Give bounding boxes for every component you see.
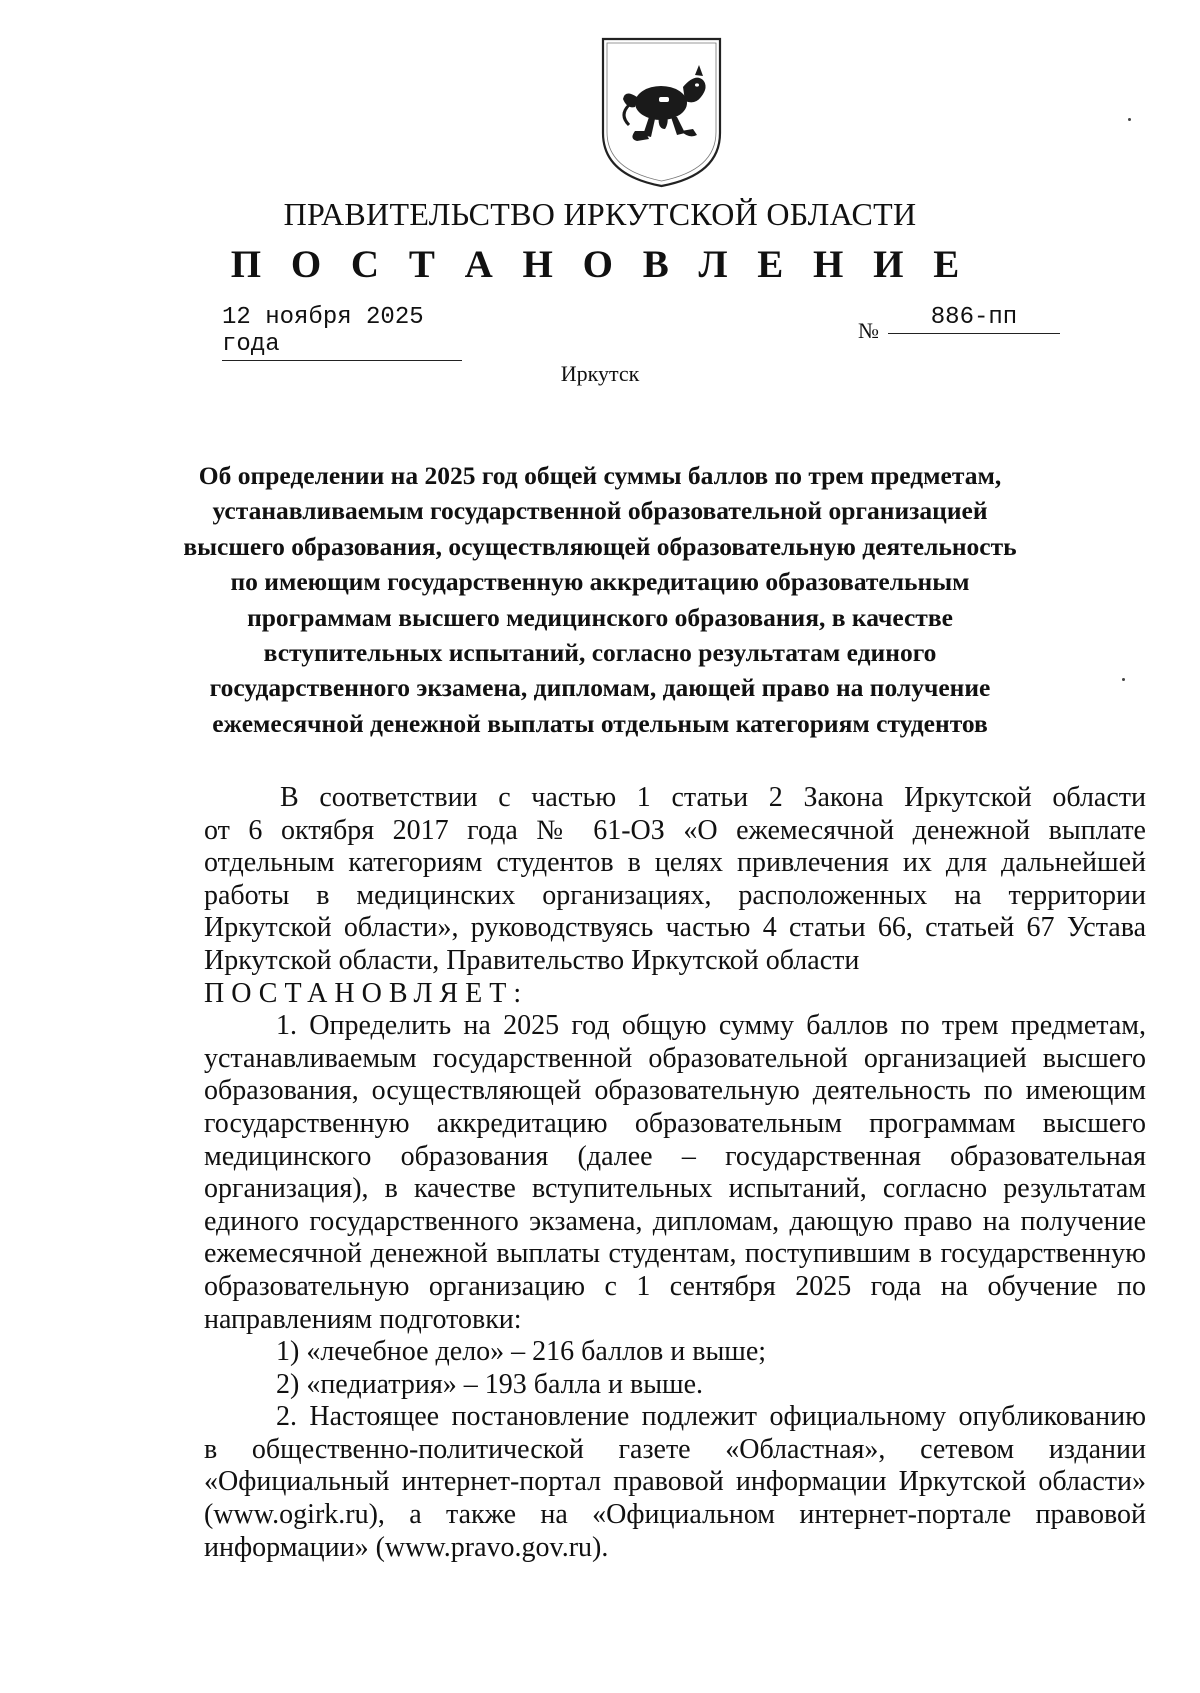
item-2-line: «Официальный интернет-портал правовой информации Иркутской области» bbox=[204, 1466, 1146, 1498]
item-1-line: ежемесячной денежной выплаты студентам, поступившим в государственную bbox=[204, 1238, 1146, 1270]
item-2-line: информации» (www.pravo.gov.ru). bbox=[204, 1531, 609, 1563]
preamble-line: от 6 октября 2017 года № 61-ОЗ «О ежемесячной денежной выплате bbox=[204, 814, 1146, 846]
item-1-line: образования, осуществляющей образовательную деятельность по имеющим bbox=[204, 1075, 1146, 1107]
item-1-line: образовательную организацию с 1 сентября 2025 года на обучение по bbox=[204, 1270, 1146, 1302]
preamble-paragraph bbox=[204, 782, 1146, 978]
item-1-line: организация), в качестве вступительных испытаний, согласно результатам bbox=[204, 1173, 1146, 1205]
subitem-medical: 1) «лечебное дело» – 216 баллов и выше; bbox=[276, 1336, 767, 1368]
scan-speck bbox=[1122, 678, 1125, 681]
document-body bbox=[204, 782, 1146, 1564]
subitem-pediatrics: 2) «педиатрия» – 193 балла и выше. bbox=[276, 1368, 704, 1400]
title-line: государственного экзамена, дипломам, дающей право на получение bbox=[209, 673, 991, 703]
item-1-paragraph bbox=[204, 1010, 1146, 1336]
government-name: ПРАВИТЕЛЬСТВО ИРКУТСКОЙ ОБЛАСТИ bbox=[283, 196, 917, 232]
title-line: ежемесячной денежной выплаты отдельным категориям студентов bbox=[212, 708, 988, 738]
title-line: Об определении на 2025 год общей суммы баллов по трем предметам, bbox=[198, 461, 1002, 490]
item-1-line: государственную аккредитацию образовательным программам высшего bbox=[204, 1107, 1146, 1139]
title-line: высшего образования, осуществляющей образовательную деятельность bbox=[183, 531, 1017, 561]
title-line: по имеющим государственную аккредитацию образовательным bbox=[230, 567, 970, 597]
item-1-line: единого государственного экзамена, дипломам, дающую право на получение bbox=[204, 1205, 1146, 1237]
preamble-line: отдельным категориям студентов в целях привлечения их для дальнейшей bbox=[204, 847, 1146, 879]
title-line: вступительных испытаний, согласно результатам единого bbox=[263, 638, 937, 668]
number-sign: № bbox=[858, 318, 879, 343]
item-2-paragraph bbox=[204, 1401, 1146, 1564]
document-type: П О С Т А Н О В Л Е Н И Е bbox=[230, 243, 970, 286]
item-2-line: 2. Настоящее постановление подлежит официальному опубликованию bbox=[276, 1401, 1146, 1433]
item-1-line: 1. Определить на 2025 год общую сумму баллов по трем предметам, bbox=[276, 1010, 1146, 1042]
title-line: устанавливаемым государственной образовательной организацией bbox=[212, 496, 988, 526]
subitems-list bbox=[204, 1336, 1146, 1401]
preamble-line: Иркутской области», руководствуясь частью 4 статьи 66, статьей 67 Устава bbox=[204, 912, 1146, 944]
coat-of-arms-emblem-icon bbox=[599, 35, 724, 190]
item-2-line: в общественно-политической газете «Областная», сетевом издании bbox=[204, 1433, 1146, 1465]
document-date: 12 ноября 2025 года bbox=[222, 304, 462, 361]
city-name: Иркутск bbox=[560, 361, 640, 386]
title-line: программам высшего медицинского образования, в качестве bbox=[247, 602, 953, 632]
item-1-line: медицинского образования (далее – государственная образовательная bbox=[204, 1140, 1146, 1172]
preamble-line: В соответствии с частью 1 статьи 2 Закона Иркутской области bbox=[280, 782, 1146, 813]
document-title bbox=[140, 458, 1060, 741]
resolves-text: ПОСТАНОВЛЯЕТ: bbox=[204, 977, 529, 1009]
item-1-line: устанавливаемым государственной образовательной организацией высшего bbox=[204, 1042, 1146, 1074]
item-2-line: (www.ogirk.ru), а также на «Официальном интернет-портале правовой bbox=[204, 1499, 1146, 1531]
item-1-line: направлениям подготовки: bbox=[204, 1303, 522, 1335]
preamble-line: Иркутской области, Правительство Иркутской области bbox=[204, 944, 860, 976]
preamble-line: работы в медицинских организациях, расположенных на территории bbox=[204, 879, 1146, 911]
resolves-word bbox=[204, 978, 1146, 1011]
document-number: 886-пп bbox=[888, 304, 1060, 334]
scan-speck bbox=[1128, 118, 1131, 121]
